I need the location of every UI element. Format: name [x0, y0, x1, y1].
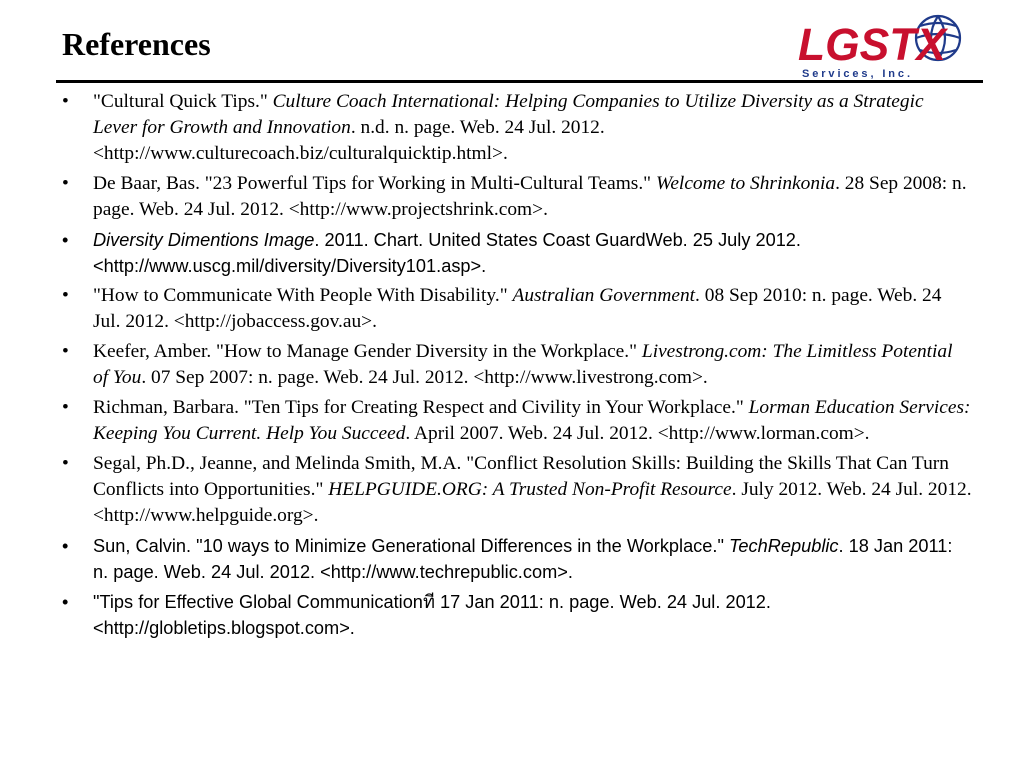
- reference-details: . 28 Sep 2008: n. page. Web. 24 Jul. 2012. <http://www.projectshrink.com>.: [93, 173, 967, 220]
- bullet: •: [62, 341, 69, 362]
- reference-details: . 07 Sep 2007: n. page. Web. 24 Jul. 2012. <http://www.livestrong.com>.: [141, 367, 708, 388]
- reference-text: Sun, Calvin. "10 ways to Minimize Generational Differences in the Workplace.": [93, 536, 729, 556]
- reference-source: Australian Government: [512, 285, 696, 306]
- bullet: •: [62, 592, 69, 612]
- reference-source: Diversity Dimentions Image: [93, 230, 315, 250]
- bullet: •: [62, 285, 69, 306]
- bullet: •: [62, 173, 69, 194]
- bullet: •: [62, 536, 69, 556]
- bullet: •: [62, 397, 69, 418]
- bullet: •: [62, 453, 69, 474]
- reference-text: Segal, Ph.D., Jeanne, and Melinda Smith, M.A. "Conflict Resolution Skills: Building the Skills That Can Turn Conflicts into Opportunities.": [93, 453, 949, 500]
- reference-details: ที 17 Jan 2011: n. page. Web. 24 Jul. 2012. <http://globletips.blogspot.com>.: [93, 592, 771, 638]
- reference-details: . n.d. n. page. Web. 24 Jul. 2012. <http://www.culturecoach.biz/culturalquicktip.html>.: [93, 117, 605, 164]
- logo-subtext: Services, Inc.: [802, 68, 910, 80]
- reference-source: Culture Coach International: Helping Companies to Utilize Diversity as a Strategic Lever for Growth and Innovation: [93, 91, 924, 138]
- reference-source: HELPGUIDE.ORG: A Trusted Non-Profit Resource: [328, 479, 732, 500]
- logo-text: LGSTX: [798, 19, 949, 70]
- page-title: References: [62, 26, 211, 62]
- lgstx-logo: [792, 10, 972, 82]
- reference-source: Livestrong.com: The Limitless Potential of You: [93, 341, 953, 388]
- reference-item: [62, 451, 972, 529]
- reference-item: [62, 395, 972, 447]
- reference-text: "Cultural Quick Tips.": [93, 91, 273, 112]
- bullet: •: [62, 91, 69, 112]
- reference-text: Keefer, Amber. "How to Manage Gender Diversity in the Workplace.": [93, 341, 642, 362]
- reference-source: Lorman Education Services: Keeping You Current. Help You Succeed: [93, 397, 971, 444]
- reference-text: De Baar, Bas. "23 Powerful Tips for Working in Multi-Cultural Teams.": [93, 173, 656, 194]
- reference-item: [62, 227, 972, 279]
- reference-details: . 18 Jan 2011: n. page. Web. 24 Jul. 2012. <http://www.techrepublic.com>.: [93, 536, 953, 582]
- reference-details: . 2011. Chart. United States Coast GuardWeb. 25 July 2012. <http://www.uscg.mil/diversity/Diversity101.asp>.: [93, 230, 801, 276]
- reference-item: [62, 283, 972, 335]
- reference-item: [62, 533, 972, 585]
- reference-item: [62, 171, 972, 223]
- reference-details: . April 2007. Web. 24 Jul. 2012. <http://www.lorman.com>.: [405, 423, 870, 444]
- reference-source: TechRepublic: [728, 536, 839, 556]
- reference-source: Welcome to Shrinkonia: [655, 173, 836, 194]
- title-divider: [56, 80, 983, 83]
- references-list: [62, 89, 972, 645]
- reference-item: [62, 589, 972, 641]
- reference-text: "Tips for Effective Global Communication: [93, 592, 423, 612]
- reference-item: [62, 339, 972, 391]
- bullet: •: [62, 230, 69, 250]
- reference-text: "How to Communicate With People With Disability.": [93, 285, 513, 306]
- reference-details: . July 2012. Web. 24 Jul. 2012. <http://www.helpguide.org>.: [93, 479, 972, 526]
- reference-item: [62, 89, 972, 167]
- reference-text: Richman, Barbara. "Ten Tips for Creating Respect and Civility in Your Workplace.": [93, 397, 749, 418]
- reference-details: . 08 Sep 2010: n. page. Web. 24 Jul. 2012. <http://jobaccess.gov.au>.: [93, 285, 942, 332]
